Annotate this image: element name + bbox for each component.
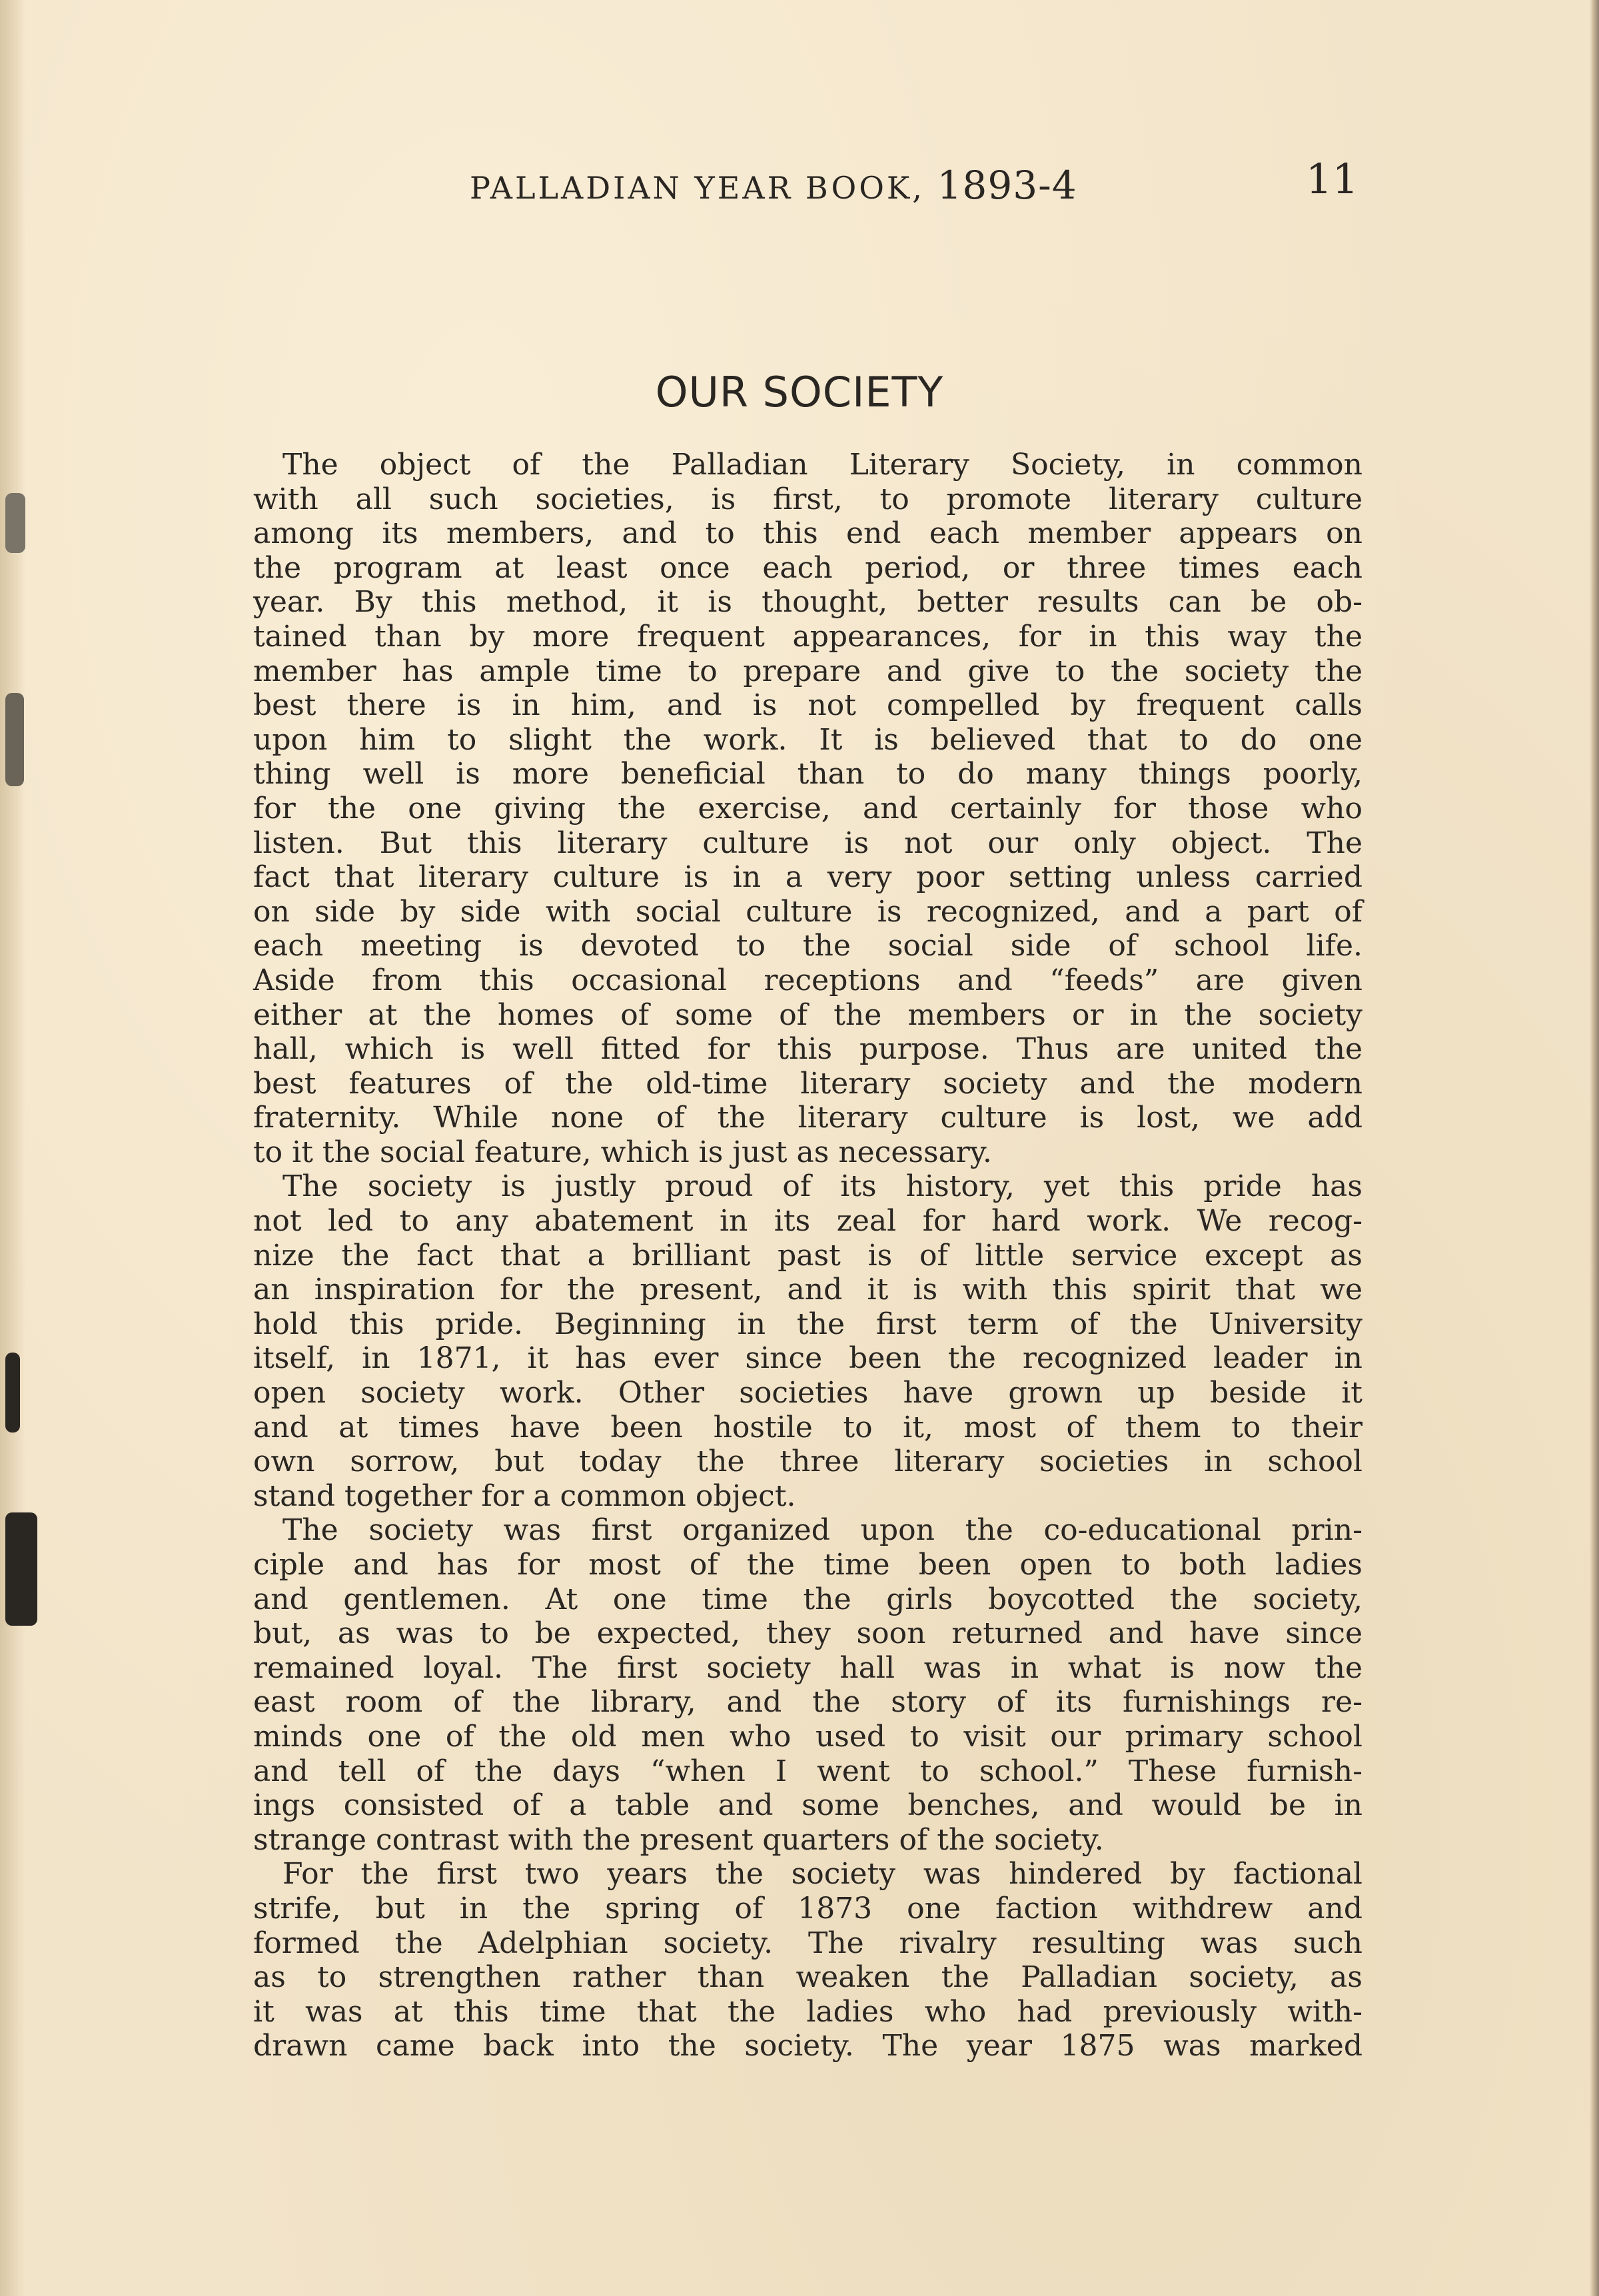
text-line: strange contrast with the present quarters of the society. bbox=[253, 1822, 1104, 1857]
text-line: not led to any abatement in its zeal for hard work. We recog- bbox=[253, 1204, 1362, 1239]
text-line: but, as was to be expected, they soon returned and have since bbox=[253, 1616, 1362, 1651]
text-line: For the first two years the society was hindered by factional bbox=[282, 1857, 1362, 1892]
text-line: on side by side with social culture is recognized, and a part of bbox=[253, 894, 1362, 929]
book-year: 1893-4 bbox=[937, 163, 1077, 208]
text-line: fact that literary culture is in a very poor setting unless carried bbox=[253, 860, 1362, 895]
text-line: year. By this method, it is thought, better results can be ob- bbox=[253, 585, 1362, 620]
text-line: either at the homes of some of the members or in the society bbox=[253, 997, 1362, 1032]
text-line: to it the social feature, which is just as necessary. bbox=[253, 1135, 992, 1169]
text-line: hall, which is well fitted for this purpose. Thus are united the bbox=[253, 1032, 1362, 1067]
binding-edge bbox=[0, 0, 25, 2296]
text-line: own sorrow, but today the three literary societies in school bbox=[253, 1444, 1362, 1479]
text-line: among its members, and to this end each member appears on bbox=[253, 516, 1362, 551]
page-edge-shadow bbox=[1590, 0, 1599, 2296]
text-line: The society is justly proud of its history, yet this pride has bbox=[282, 1169, 1362, 1204]
text-line: tained than by more frequent appearances, for in this way the bbox=[253, 619, 1362, 654]
binding-staple bbox=[5, 493, 25, 553]
text-line: with all such societies, is first, to promote literary culture bbox=[253, 482, 1362, 516]
binding-staple bbox=[5, 1353, 20, 1433]
section-heading: OUR SOCIETY bbox=[655, 368, 944, 416]
text-line: it was at this time that the ladies who had previously with- bbox=[253, 1994, 1362, 2029]
text-line: as to strengthen rather than weaken the Palladian society, as bbox=[253, 1960, 1362, 1995]
text-line: drawn came back into the society. The year 1875 was marked bbox=[253, 2029, 1362, 2063]
binding-staple bbox=[5, 1512, 37, 1626]
text-line: the program at least once each period, or three times each bbox=[253, 550, 1362, 585]
running-head bbox=[253, 152, 1359, 212]
text-line: for the one giving the exercise, and certainly for those who bbox=[253, 791, 1362, 826]
text-line: upon him to slight the work. It is believed that to do one bbox=[253, 722, 1362, 757]
text-line: stand together for a common object. bbox=[253, 1478, 796, 1513]
binding-staple bbox=[5, 693, 24, 786]
text-line: ings consisted of a table and some benches, and would be in bbox=[253, 1788, 1362, 1823]
text-line: best features of the old-time literary society and the modern bbox=[253, 1066, 1362, 1101]
text-line: strife, but in the spring of 1873 one faction withdrew and bbox=[253, 1891, 1362, 1926]
text-line: minds one of the old men who used to visit our primary school bbox=[253, 1719, 1362, 1754]
book-title: PALLADIAN YEAR BOOK, bbox=[470, 170, 925, 206]
text-line: and tell of the days “when I went to school.” These furnish- bbox=[253, 1754, 1362, 1788]
page-number: 11 bbox=[1306, 155, 1358, 203]
text-line: remained loyal. The first society hall was in what is now the bbox=[253, 1650, 1362, 1685]
text-line: each meeting is devoted to the social side of school life. bbox=[253, 929, 1362, 963]
text-line: listen. But this literary culture is not our only object. The bbox=[253, 826, 1362, 860]
text-line: and at times have been hostile to it, most of them to their bbox=[253, 1410, 1362, 1444]
text-line: an inspiration for the present, and it is with this spirit that we bbox=[253, 1273, 1362, 1307]
text-line: hold this pride. Beginning in the first term of the University bbox=[253, 1307, 1362, 1341]
text-line: Aside from this occasional receptions and “feeds” are given bbox=[253, 963, 1362, 997]
text-line: and gentlemen. At one time the girls boycotted the society, bbox=[253, 1582, 1362, 1616]
text-line: fraternity. While none of the literary culture is lost, we add bbox=[253, 1101, 1362, 1135]
text-line: best there is in him, and is not compelled by frequent calls bbox=[253, 688, 1362, 723]
running-title bbox=[470, 163, 1077, 208]
text-line: The society was first organized upon the co-educational prin- bbox=[282, 1513, 1362, 1548]
text-line: The object of the Palladian Literary Society, in common bbox=[282, 448, 1362, 482]
text-line: ciple and has for most of the time been open to both ladies bbox=[253, 1548, 1362, 1582]
text-line: member has ample time to prepare and give to the society the bbox=[253, 654, 1362, 688]
body-text bbox=[253, 448, 1362, 2063]
text-line: formed the Adelphian society. The rivalry resulting was such bbox=[253, 1926, 1362, 1960]
text-line: open society work. Other societies have grown up beside it bbox=[253, 1376, 1362, 1411]
text-line: itself, in 1871, it has ever since been the recognized leader in bbox=[253, 1341, 1362, 1376]
text-line: nize the fact that a brilliant past is of little service except as bbox=[253, 1238, 1362, 1273]
text-line: east room of the library, and the story of its furnishings re- bbox=[253, 1685, 1362, 1720]
text-line: thing well is more beneficial than to do many things poorly, bbox=[253, 757, 1362, 792]
